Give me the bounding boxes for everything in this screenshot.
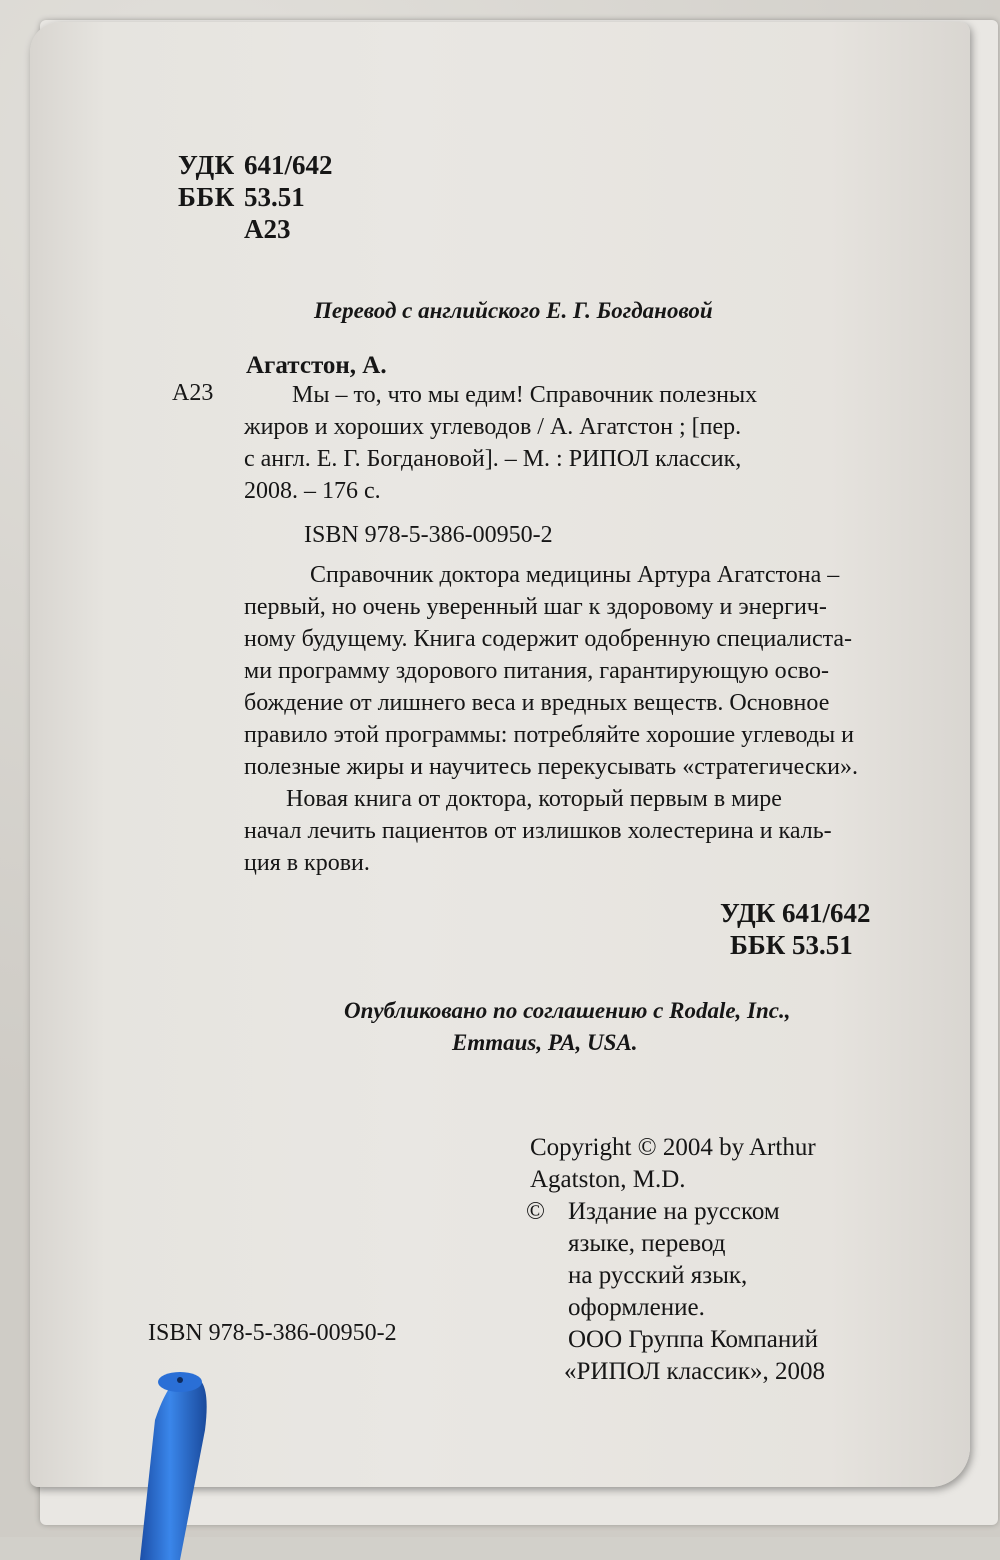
udk-value: 641/642	[244, 150, 333, 180]
book-page	[30, 22, 970, 1487]
annotation-line: начал лечить пациентов от излишков холестерина и каль-	[244, 818, 832, 844]
annotation-line: ному будущему. Книга содержит одобренную специалиста-	[244, 626, 853, 652]
copyright-line8: «РИПОЛ классик», 2008	[564, 1358, 825, 1385]
copyright-line6: оформление.	[568, 1294, 705, 1321]
catalog-author: Агатстон, А.	[246, 352, 387, 379]
copyright-line1: Copyright © 2004 by Arthur	[530, 1134, 816, 1161]
footer-bbk: ББК 53.51	[730, 930, 853, 960]
copyright-line7: ООО Группа Компаний	[568, 1326, 818, 1353]
bbk-value: 53.51	[244, 182, 305, 212]
catalog-desc-line: жиров и хороших углеводов / А. Агатстон ; [пер.	[244, 414, 742, 440]
copyright-line4: языке, перевод	[568, 1230, 726, 1257]
udk-label: УДК	[178, 150, 235, 180]
catalog-desc-line: с англ. Е. Г. Богдановой]. – М. : РИПОЛ классик,	[244, 446, 742, 472]
footer-udk: УДК 641/642	[720, 898, 871, 928]
annotation-line: ция в крови.	[244, 850, 370, 876]
copyright-symbol: ©	[526, 1198, 545, 1225]
annotation-line: Справочник доктора медицины Артура Агатстона –	[310, 562, 840, 588]
translator-line: Перевод с английского Е. Г. Богдановой	[314, 298, 713, 323]
copyright-line2: Agatston, M.D.	[530, 1166, 686, 1193]
bbk-label: ББК	[178, 182, 235, 212]
annotation-line: первый, но очень уверенный шаг к здоровому и энергич-	[244, 594, 827, 620]
catalog-desc-line: Мы – то, что мы едим! Справочник полезных	[292, 382, 758, 408]
published-note-line1: Опубликовано по соглашению с Rodale, Inc.,	[344, 998, 791, 1023]
catalog-isbn: ISBN 978-5-386-00950-2	[304, 522, 553, 548]
catalog-desc-line: 2008. – 176 с.	[244, 478, 381, 504]
copyright-line3: Издание на русском	[568, 1198, 780, 1225]
bottom-isbn: ISBN 978-5-386-00950-2	[148, 1320, 397, 1346]
annotation-line: полезные жиры и научитесь перекусывать «стратегически».	[244, 754, 858, 780]
copyright-line5: на русский язык,	[568, 1262, 748, 1289]
catalog-mark: А23	[172, 380, 214, 406]
annotation-line: бождение от лишнего веса и вредных веществ. Основное	[244, 690, 830, 716]
annotation-line: ми программу здорового питания, гарантирующую осво-	[244, 658, 830, 684]
published-note-line2: Emmaus, PA, USA.	[452, 1030, 638, 1055]
author-mark: А23	[244, 214, 291, 244]
pen-cap-icon	[80, 1360, 260, 1560]
annotation-line: правило этой программы: потребляйте хорошие углеводы и	[244, 722, 855, 748]
annotation-line: Новая книга от доктора, который первым в мире	[286, 786, 782, 812]
